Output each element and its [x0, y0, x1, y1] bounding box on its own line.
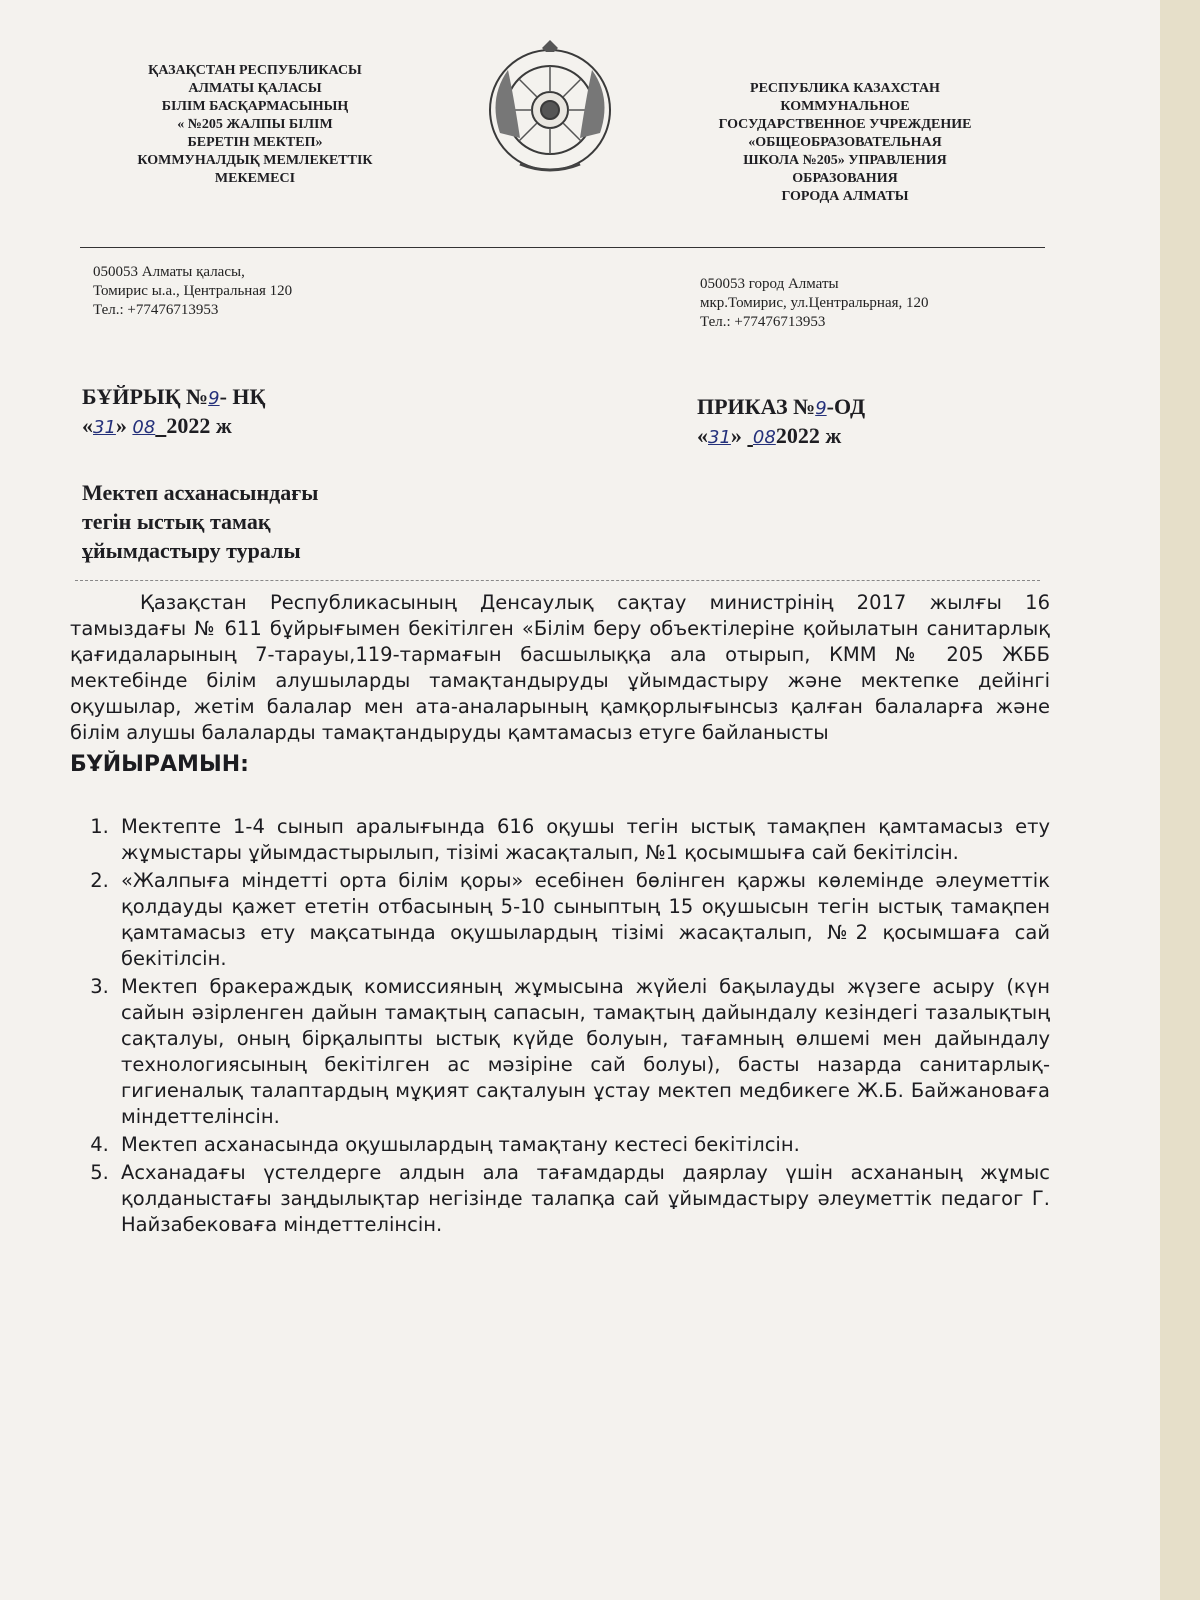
- header-kz-line: БІЛІМ БАСҚАРМАСЫНЫҢ: [161, 99, 349, 114]
- header-kz-line: ҚАЗАҚСТАН РЕСПУБЛИКАСЫ: [148, 63, 362, 78]
- order-kz-suffix: - НҚ: [219, 384, 266, 409]
- header-ru-line: КОММУНАЛЬНОЕ: [780, 99, 910, 114]
- subject-line: ұйымдастыру туралы: [82, 538, 301, 563]
- state-emblem-icon: [480, 38, 620, 178]
- order-ru-suffix: -ОД: [826, 394, 866, 419]
- header-kz-line: БЕРЕТІН МЕКТЕП»: [187, 135, 323, 150]
- address-kz: [93, 263, 292, 320]
- header-ru-line: ШКОЛА №205» УПРАВЛЕНИЯ: [743, 153, 947, 168]
- address-ru-line: Тел.: +77476713953: [700, 314, 826, 330]
- page-edge-background: [1160, 0, 1200, 1600]
- order-kz-prefix: БҰЙРЫҚ №: [82, 384, 209, 409]
- subject-divider: [75, 580, 1040, 581]
- order-kz-quote-close: »: [115, 413, 127, 438]
- intro-paragraph: Қазақстан Республикасының Денсаулық сақтау министрінің 2017 жылғы 16 тамыздағы № 611 бұйрығымен бекітілген «Білім беру объектілеріне қойылатын санитарлық қағидаларының 7-тарауы,119-тармағын басшылыққа ала отырып, КММ № 205 ЖББ мектебінде білім алушыларды тамақтандыруды ұйымдастыру және мектепке дейінгі оқушылар, жетім балалар мен ата-аналарының қамқорлығынсыз қалған балаларға және білім алушы балаларды тамақтандыруды қамтамасыз етуге байланысты: [70, 591, 1050, 744]
- order-ru-quote-open: «: [697, 423, 708, 448]
- order-ru-quote-close: »: [730, 423, 742, 448]
- header-kz-line: АЛМАТЫ ҚАЛАСЫ: [188, 81, 322, 96]
- order-ru-day: 31: [708, 427, 731, 448]
- order-item: 3. Мектеп бракераждық комиссияның жұмысына жүйелі бақылауды жүзеге асыру (күн сайын әзірленген дайын тамақтың сапасын, тамақтың дайындалу кезіндегі тазалықтың сақталуы, оның бірқалыпты ыстық күйде болуын, тағамның өлшемі мен дайындалу технологиясының бекітілген ас мәзіріне сай болуы), басты назарда санитарлық-гигиеналық талаптардың мұқият сақталуын ұстау мектеп медбикеге Ж.Б. Байжановаға міндеттелінсін.: [115, 974, 1050, 1130]
- header-kz-line: « №205 ЖАЛПЫ БІЛІМ: [177, 117, 333, 132]
- order-item: 1. Мектепте 1-4 сынып аралығында 616 оқушы тегін ыстық тамақпен қамтамасыз ету жұмыстары ұйымдастырылып, тізімі жасақталып, №1 қосымшыға сай бекітілсін.: [115, 814, 1050, 866]
- order-item: 5. Асханадағы үстелдерге алдын ала тағамдарды даярлау үшін асхананың жұмыс қолданыстағы заңдылықтар негізінде талапқа сай ұйымдастыру әлеуметтік педагог Г. Найзабековаға міндеттелінсін.: [115, 1160, 1050, 1238]
- order-kz-quote-open: «: [82, 413, 93, 438]
- address-kz-line: Тел.: +77476713953: [93, 302, 219, 318]
- address-ru-line: мкр.Томирис, ул.Центральрная, 120: [700, 295, 929, 311]
- order-number-kz: [82, 383, 266, 441]
- address-kz-line: Томирис ы.а., Центральная 120: [93, 283, 293, 299]
- order-ru-number: 9: [815, 398, 827, 419]
- order-ru-month: 08: [752, 427, 776, 448]
- order-body: [70, 590, 1050, 1240]
- order-ru-prefix: ПРИКАЗ №: [697, 394, 816, 419]
- order-kz-month: 08: [132, 417, 156, 438]
- order-subject: [82, 478, 318, 565]
- header-ru-line: ГОСУДАРСТВЕННОЕ УЧРЕЖДЕНИЕ: [718, 117, 972, 132]
- header-ru-line: РЕСПУБЛИКА КАЗАХСТАН: [750, 81, 940, 96]
- header-kz: [105, 62, 405, 188]
- header-divider: [80, 247, 1045, 248]
- order-word: БҰЙЫРАМЫН:: [70, 752, 249, 777]
- subject-line: тегін ыстық тамақ: [82, 509, 271, 534]
- order-item: 2. «Жалпыға міндетті орта білім қоры» есебінен бөлінген қаржы көлемінде әлеуметтік қолдауды қажет ететін отбасының 5-10 сыныптың 15 оқушысын тегін ыстық тамақпен қамтамасыз ету мақсатында оқушылардың тізімі жасақталып, №2 қосымшаға сай бекітілсін.: [115, 868, 1050, 972]
- order-kz-day: 31: [93, 417, 116, 438]
- header-ru: [680, 80, 1010, 206]
- order-items-list: [70, 814, 1050, 1238]
- order-ru-year: 2022 ж: [775, 423, 842, 448]
- order-kz-year: 2022 ж: [166, 413, 232, 438]
- order-number-ru: [697, 393, 865, 451]
- order-item: 4. Мектеп асханасында оқушылардың тамақтану кестесі бекітілсін.: [115, 1132, 1050, 1158]
- header-ru-line: ГОРОДА АЛМАТЫ: [781, 189, 909, 204]
- address-ru-line: 050053 город Алматы: [700, 276, 839, 292]
- order-kz-number: 9: [208, 388, 220, 409]
- address-kz-line: 050053 Алматы қаласы,: [93, 264, 245, 280]
- header-kz-line: КОММУНАЛДЫҚ МЕМЛЕКЕТТІК: [137, 153, 373, 168]
- subject-line: Мектеп асханасындағы: [82, 480, 319, 505]
- header-ru-line: «ОБЩЕОБРАЗОВАТЕЛЬНАЯ: [748, 135, 942, 150]
- header-ru-line: ОБРАЗОВАНИЯ: [792, 171, 898, 186]
- address-ru: [700, 275, 929, 332]
- header-kz-line: МЕКЕМЕСІ: [214, 171, 296, 186]
